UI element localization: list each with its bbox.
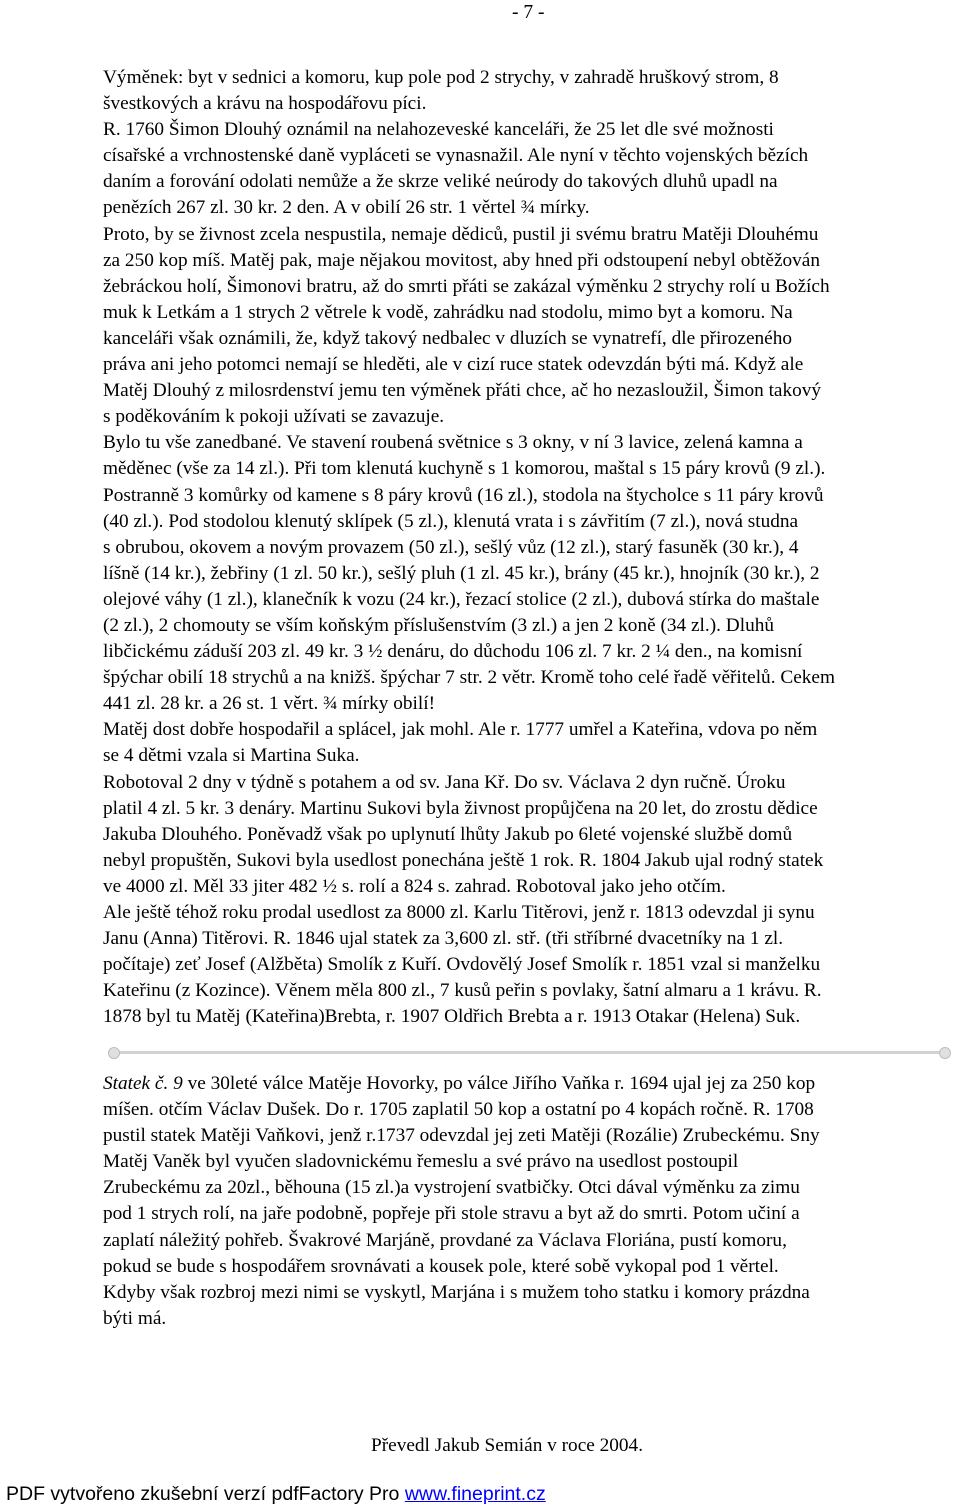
- text-line: Jakuba Dlouhého. Poněvadž však po uplynutí lhůty Jakub po 6leté vojenské službě domů: [103, 823, 793, 845]
- text-line: (2 zl.), 2 chomouty se vším koňským příslušenstvím (3 zl.) a jen 2 koně (34 zl.). Dluhů: [103, 614, 774, 636]
- text-line: švestkových a krávu na hospodářovu píci.: [103, 93, 427, 115]
- text-line: s obrubou, okovem a novým provazem (50 zl.), sešlý vůz (12 zl.), starý fasuněk (30 kr.), 4: [103, 536, 799, 558]
- page-number: - 7 -: [512, 2, 545, 23]
- text-line: Matěj Dlouhý z milosrdenství jemu ten výměnek přáti chce, ač ho nezasloužil, Šimon takový: [103, 380, 822, 402]
- text-line: olejové váhy (1 zl.), klanečník k vozu (24 kr.), řezací stolice (2 zl.), dubová stírka do maštale: [103, 588, 820, 610]
- text-line: Zrubeckému za 20zl., běhouna (15 zl.)a vystrojení svatbičky. Otci dával výměnku za zimu: [103, 1177, 800, 1199]
- text-line: Ale ještě téhož roku prodal usedlost za 8000 zl. Karlu Titěrovi, jenž r. 1813 odevzdal ji synu: [103, 902, 815, 923]
- text-line: měděnec (vše za 14 zl.). Při tom klenutá kuchyně s 1 komorou, maštal s 15 páry krovů (9 zl.).: [103, 458, 826, 480]
- text-line: počítaje) zeť Josef (Alžběta) Smolík z Kuří. Ovdovělý Josef Smolík r. 1851 vzal si manželku: [103, 954, 821, 976]
- text-line: Matěj dost dobře hospodařil a splácel, jak mohl. Ale r. 1777 umřel a Kateřina, vdova po něm: [103, 719, 818, 741]
- text-line: Robotoval 2 dny v týdně s potahem a od sv. Jana Kř. Do sv. Václava 2 dyn ručně. Úroku: [103, 771, 786, 793]
- divider-dot-right: [939, 1047, 951, 1059]
- text-line: Postranně 3 komůrky od kamene s 8 páry krovů (16 zl.), stodola na štycholce s 11 páry krovů: [103, 484, 824, 506]
- section-label: Statek č. 9: [103, 1073, 183, 1094]
- text-line: kanceláři však oznámili, že, když takový nedbalec v dluzích se vynatrefí, dle přirozeného: [103, 327, 793, 349]
- footer-credit: Převedl Jakub Semián v roce 2004.: [371, 1435, 644, 1456]
- text-line: ve 4000 zl. Měl 33 jiter 482 ½ s. rolí a 824 s. zahrad. Robotoval jako jeho otčím.: [103, 875, 726, 897]
- text-line: muk k Letkám a 1 strych 2 větrele k vodě, zahrádku nad stodolu, mimo byt a komoru. Na: [103, 301, 793, 323]
- text-line: líšně (14 kr.), žebřiny (1 zl. 50 kr.), sešlý pluh (1 zl. 45 kr.), brány (45 kr.), hnojník (30 kr.), 2: [103, 562, 820, 584]
- text-line: Matěj Vaněk byl vyučen sladovnickému řemeslu a své právo na usedlost postoupil: [103, 1151, 739, 1173]
- text-line: žebráckou holí, Šimonovi bratru, až do smrti přáti se zakázal výměnku 2 strychy rolí u Božích: [103, 275, 830, 297]
- text-line: platil 4 zl. 5 kr. 3 denáry. Martinu Sukovi byla živnost propůjčena na 20 let, do zrostu dědice: [103, 797, 818, 819]
- text-line: Bylo tu vše zanedbané. Ve stavení roubená světnice s 3 okny, v ní 3 lavice, zelená kamna a: [103, 432, 803, 454]
- text-line: císařské a vrchnostenské daně vypláceti se vynasnažil. Ale nyní v těchto vojenských bězích: [103, 145, 809, 167]
- text-line: 441 zl. 28 kr. a 26 st. 1 věrt. ¾ mírky obilí!: [103, 693, 436, 715]
- text-line: [103, 1071, 935, 1097]
- text-line: penězích 267 zl. 30 kr. 2 den. A v obilí 26 str. 1 věrtel ¾ mírky.: [103, 197, 590, 219]
- text-line: Kdyby však rozbroj mezi nimi se vyskytl, Marjána i s mužem toho statku i komory prázdna: [103, 1281, 810, 1303]
- text-line: Kateřinu (z Kozince). Věnem měla 800 zl., 7 kusů peřin s povlaky, šatní almaru a 1 krávu. R.: [103, 980, 822, 1002]
- section-text: [103, 1071, 935, 1332]
- text-line: 1878 byl tu Matěj (Kateřina)Brebta, r. 1907 Oldřich Brebta a r. 1913 Otakar (Helena) Suk.: [103, 1006, 801, 1028]
- text-line: daním a forování odolati nemůže a že skrze veliké neúrody do takových dluhů upadl na: [103, 171, 778, 193]
- text-line: Výměnek: byt v sednici a komoru, kup pole pod 2 strychy, v zahradě hruškový strom, 8: [103, 67, 779, 88]
- text-line: se 4 dětmi vzala si Martina Suka.: [103, 745, 360, 767]
- text-line: práva ani jeho potomci nemají se hleděti, ale v cizí ruce statek odevzdán býti má. Když ale: [103, 354, 804, 376]
- text-line: nebyl propuštěn, Sukovi byla usedlost ponechána ještě 1 rok. R. 1804 Jakub ujal rodný statek: [103, 849, 824, 871]
- text-line: Proto, by se živnost zcela nespustila, nemaje dědiců, pustil ji svému bratru Matěji Dlouhému: [103, 223, 819, 245]
- text-line: pod 1 strych rolí, na jaře podobně, popřeje při stole stravu a byt až do smrti. Potom učiní a: [103, 1203, 800, 1225]
- text-line: (40 zl.). Pod stodolou klenutý sklípek (5 zl.), klenutá vrata i s závřitím (7 zl.), nová studna: [103, 510, 799, 532]
- text-line: pustil statek Matěji Vaňkovi, jenž r.1737 odevzdal jej zeti Matěji (Rozálie) Zrubeckému. Sny: [103, 1125, 820, 1147]
- section-divider: [116, 1051, 943, 1054]
- text-line: s poděkováním k pokoji užívati se zavazuje.: [103, 406, 445, 428]
- text-line: R. 1760 Šimon Dlouhý oznámil na nelahozeveské kanceláři, že 25 let dle své možnosti: [103, 119, 774, 141]
- pdf-notice-text: PDF vytvořeno zkušební verzí pdfFactory Pro: [6, 1483, 405, 1505]
- pdf-factory-link[interactable]: www.fineprint.cz: [404, 1483, 546, 1505]
- text-line: míšen. otčím Václav Dušek. Do r. 1705 zaplatil 50 kop a ostatní po 4 kopách ročně. R. 1708: [103, 1099, 814, 1121]
- divider-dot-left: [108, 1047, 120, 1059]
- text-line: zaplatí náležitý pohřeb. Švakrové Marjáně, provdané za Václava Floriána, pustí komoru,: [103, 1229, 787, 1251]
- text-line: špýchar obilí 18 strychů a na knižš. špýchar 7 str. 2 větr. Kromě toho celé řadě věřitelů. Cekem: [103, 667, 835, 689]
- text-line: pokud se bude s hospodářem srovnávati a kousek pole, které sobě vykopal pod 1 věrtel.: [103, 1255, 779, 1277]
- text-line: býti má.: [103, 1307, 167, 1329]
- section-first-line: ve 30leté válce Matěje Hovorky, po válce Jiřího Vaňka r. 1694 ujal jej za 250 kop: [182, 1073, 816, 1094]
- main-text: [103, 65, 935, 1030]
- text-line: Janu (Anna) Titěrovi. R. 1846 ujal statek za 3,600 zl. stř. (tři stříbrné dvacetníky na 1 zl.: [103, 928, 784, 950]
- pdf-notice: [6, 1482, 546, 1506]
- text-line: za 250 kop míš. Matěj pak, maje nějakou movitost, aby hned při odstoupení nebyl obtěžován: [103, 249, 821, 271]
- text-line: libčickému záduší 203 zl. 49 kr. 3 ½ denáru, do důchodu 106 zl. 7 kr. 2 ¼ den., na komisní: [103, 641, 803, 663]
